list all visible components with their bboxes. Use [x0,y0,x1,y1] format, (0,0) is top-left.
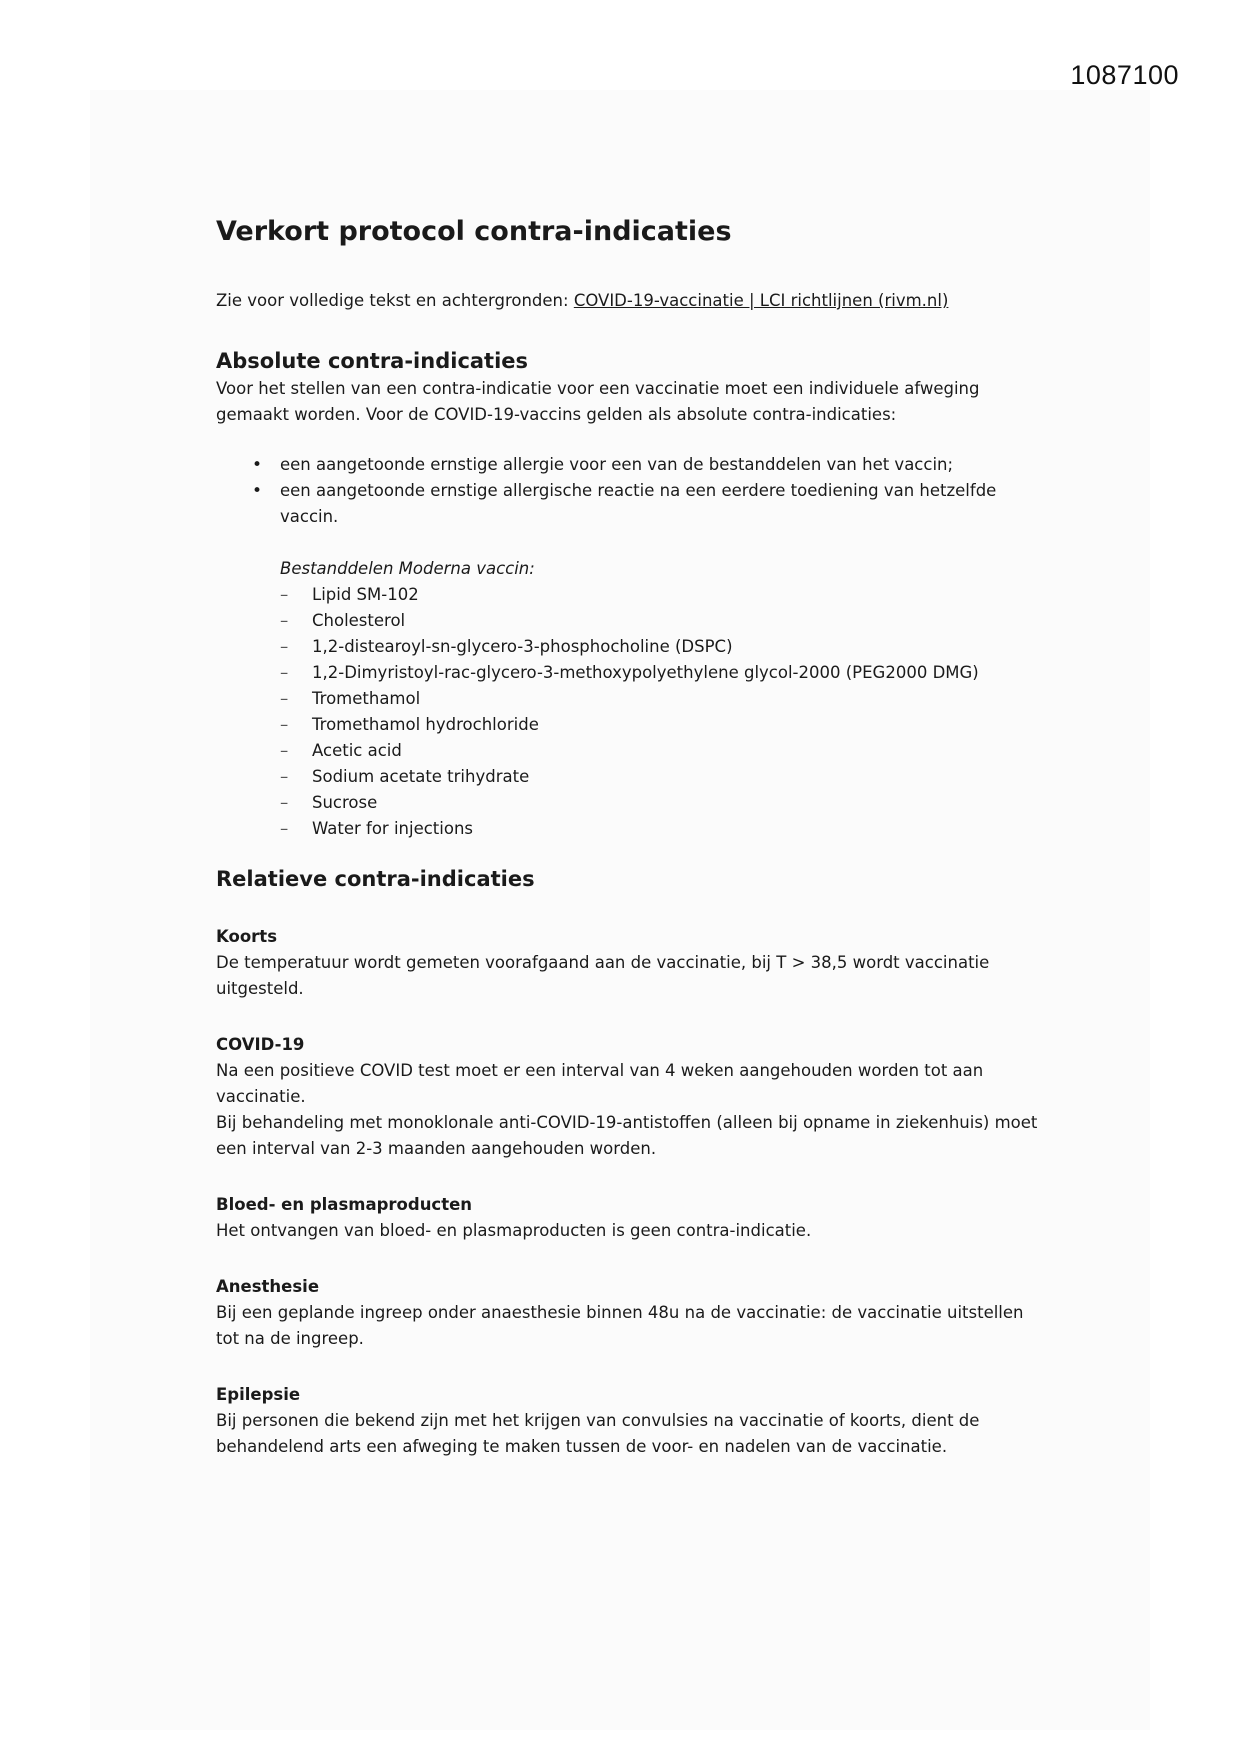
rivm-link[interactable]: COVID-19-vaccinatie | LCI richtlijnen (rivm.nl) [573,291,949,310]
section-title: Bloed- en plasmaproducten [216,1195,473,1214]
components-list [216,582,1046,842]
section-paragraph: Bij behandeling met monoklonale anti-COVID-19-antistoffen (alleen bij opname in ziekenhuis) moet een interval van 2-3 maanden aangehouden worden. [216,1113,1038,1158]
bullet-item: • een aangetoonde ernstige allergische reactie na een eerdere toediening van hetzelfde vaccin. [252,478,1046,530]
section-title: Koorts [216,927,278,946]
section-paragraph: Na een positieve COVID test moet er een interval van 4 weken aangehouden worden tot aan vaccinatie. [216,1061,984,1106]
section-title: Epilepsie [216,1385,301,1404]
component-item: – Acetic acid [280,738,1046,764]
relative-heading: Relatieve contra-indicaties [216,867,535,891]
intro-text: Zie voor volledige tekst en achtergronden: [216,291,574,310]
intro-paragraph [216,288,1046,314]
absolute-contra-indications [216,346,1046,842]
component-item: – Tromethamol [280,686,1046,712]
component-item: – Water for injections [280,816,1046,842]
section-paragraph: Bij een geplande ingreep onder anaesthesie binnen 48u na de vaccinatie: de vaccinatie uitstellen tot na de ingreep. [216,1303,1024,1348]
components-title: Bestanddelen Moderna vaccin: [280,559,535,578]
section-title: COVID-19 [216,1035,305,1054]
bullet-item: • een aangetoonde ernstige allergie voor een van de bestanddelen van het vaccin; [252,452,1046,478]
section-paragraph: Het ontvangen van bloed- en plasmaproducten is geen contra-indicatie. [216,1221,812,1240]
section-bloed-plasma [216,1192,1046,1244]
document-id: 1087100 [1070,60,1179,90]
absolute-heading: Absolute contra-indicaties [216,349,529,373]
component-item: – Lipid SM-102 [280,582,1046,608]
absolute-bullet-list [216,452,1046,530]
section-paragraph: De temperatuur wordt gemeten voorafgaand aan de vaccinatie, bij T > 38,5 wordt vaccinatie uitgesteld. [216,953,990,998]
component-item: – 1,2-distearoyl-sn-glycero-3-phosphocholine (DSPC) [280,634,1046,660]
component-item: – Sodium acetate trihydrate [280,764,1046,790]
component-item: – 1,2-Dimyristoyl-rac-glycero-3-methoxypolyethylene glycol-2000 (PEG2000 DMG) [280,660,1046,686]
component-item: – Sucrose [280,790,1046,816]
component-item: – Cholesterol [280,608,1046,634]
document-content [216,214,1046,1460]
section-epilepsie [216,1382,1046,1460]
relative-contra-indications [216,864,1046,1460]
section-anesthesie [216,1274,1046,1352]
section-covid-19 [216,1032,1046,1162]
document-title: Verkort protocol contra-indicaties [216,216,732,247]
section-paragraph: Bij personen die bekend zijn met het krijgen van convulsies na vaccinatie of koorts, dient de behandelend arts een afweging te maken tussen de voor- en nadelen van de vaccinatie. [216,1411,980,1456]
component-item: – Tromethamol hydrochloride [280,712,1046,738]
section-title: Anesthesie [216,1277,320,1296]
section-koorts [216,924,1046,1002]
absolute-paragraph: Voor het stellen van een contra-indicatie voor een vaccinatie moet een individuele afweging gemaakt worden. Voor de COVID-19-vaccins gelden als absolute contra-indicaties: [216,379,980,424]
